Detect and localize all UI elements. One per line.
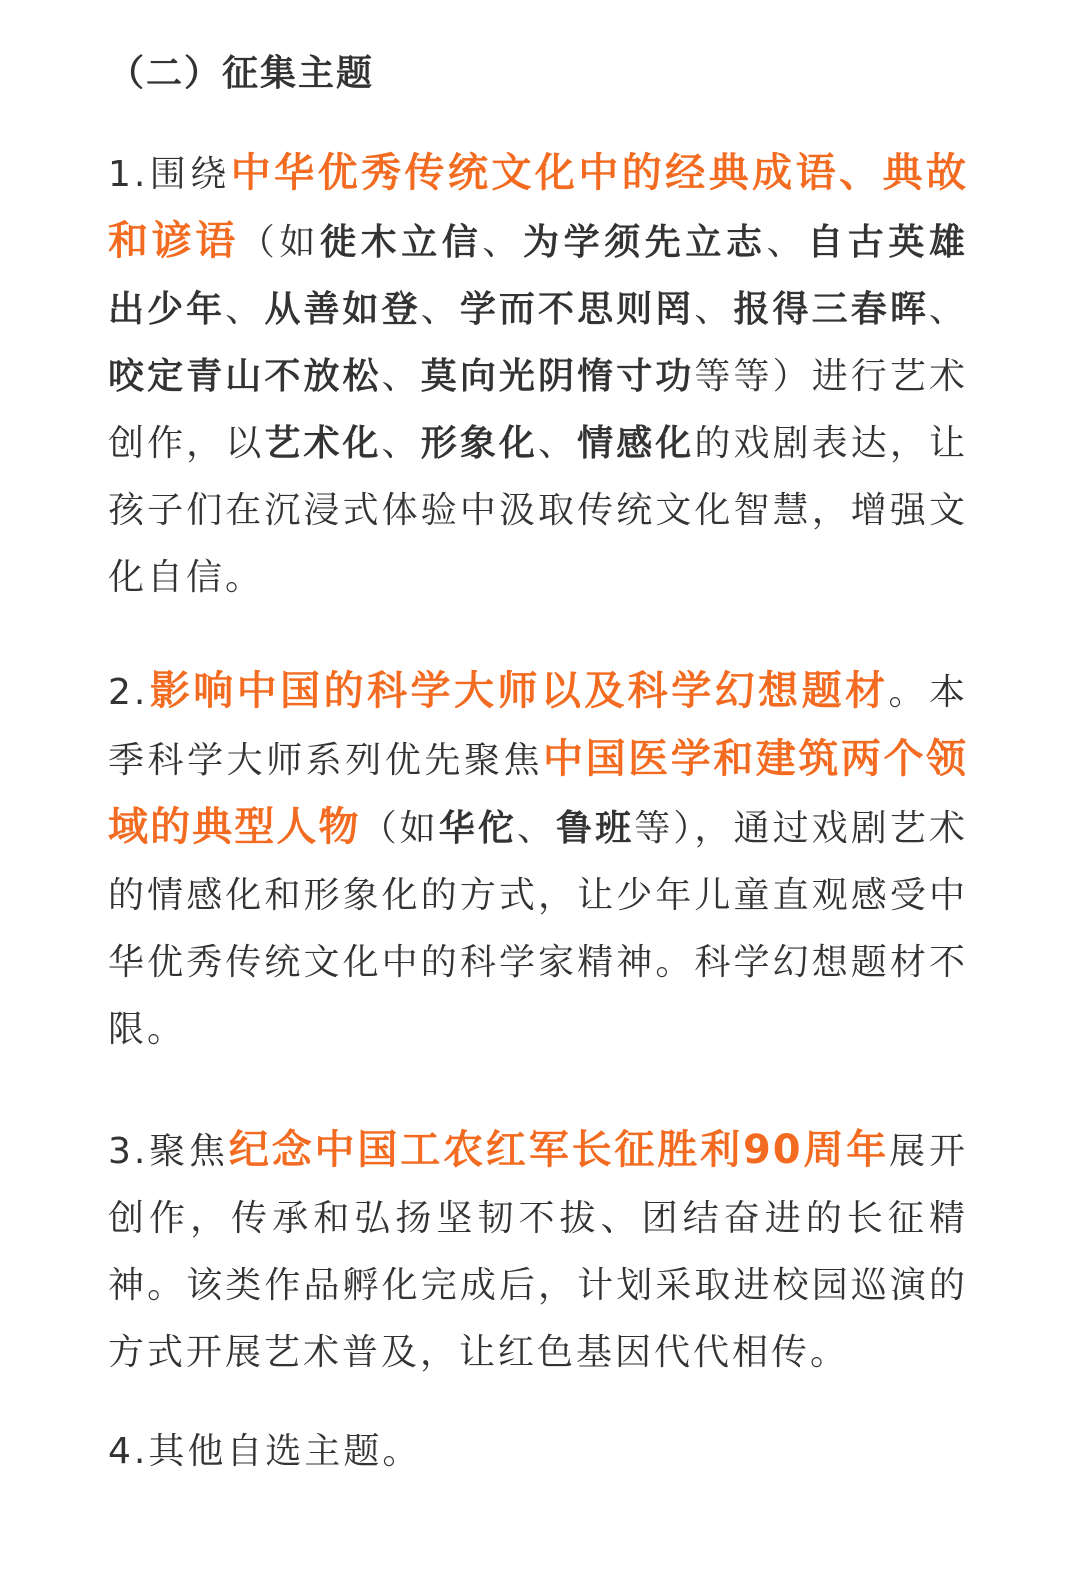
item1-example: 徙木立信 <box>320 222 483 263</box>
item1-separator: 、 <box>225 289 265 330</box>
theme-item-3 <box>108 1117 968 1386</box>
item1-bold-term: 情感化 <box>577 423 695 464</box>
section-heading: （二）征集主题 <box>108 53 375 94</box>
item2-bold-name: 华佗 <box>438 808 517 849</box>
theme-item-4 <box>108 1418 968 1485</box>
item4-text: 4.其他自选主题。 <box>108 1431 422 1472</box>
item2-after: 。本季科学大师系列优先聚焦 <box>108 672 968 781</box>
item2-highlight-2: 中国医学和建筑两个领域的典型人物 <box>108 736 968 850</box>
item2-bold-name: 鲁班 <box>556 808 635 849</box>
item1-example: 为学须先立志 <box>523 222 767 263</box>
item1-highlight: 中华优秀传统文化中的经典成语、典故和谚语 <box>108 150 968 264</box>
item1-example: 莫向光阴惰寸功 <box>420 356 695 397</box>
item2-separator: 、 <box>516 808 557 849</box>
item1-example: 报得三春晖 <box>733 289 929 330</box>
item1-separator: 、 <box>381 423 421 464</box>
item1-separator: 、 <box>694 289 734 330</box>
item1-separator: 、 <box>420 289 460 330</box>
item1-example: 咬定青山不放松 <box>108 356 382 397</box>
item1-separator: 、 <box>766 222 808 263</box>
item1-separator: 、 <box>482 222 523 263</box>
item1-mid: 进行艺术创作，以 <box>108 356 968 464</box>
theme-item-1 <box>108 140 968 611</box>
item2-highlight-1: 影响中国的科学大师以及科学幻想题材 <box>148 668 889 714</box>
item1-bold-term: 形象化 <box>420 423 539 464</box>
item1-close: 等等） <box>694 356 812 397</box>
item1-example: 自古英雄出少年 <box>108 222 968 330</box>
item3-tail: 展开创作，传承和弘扬坚韧不拔、团结奋进的长征精神。该类作品孵化完成后，计划采取进校园巡演的方式开展艺术普及，让红色基因代代相传。 <box>108 1131 968 1373</box>
item3-prefix: 3.聚焦 <box>108 1131 229 1172</box>
item1-example: 从善如登 <box>264 289 421 330</box>
item2-prefix: 2. <box>108 672 149 713</box>
item1-separator: 、 <box>538 423 578 464</box>
item3-highlight: 纪念中国工农红军长征胜利90周年 <box>228 1127 890 1173</box>
item2-tail: 等），通过戏剧艺术的情感化和形象化的方式，让少年儿童直观感受中华优秀传统文化中的科学家精神。科学幻想题材不限。 <box>108 808 968 1050</box>
item1-separator: 、 <box>381 356 421 397</box>
item1-bold-term: 艺术化 <box>264 423 382 464</box>
item1-tail: 的戏剧表达，让孩子们在沉浸式体验中汲取传统文化智慧，增强文化自信。 <box>108 423 968 598</box>
theme-item-2 <box>108 658 968 1063</box>
item1-example: 学而不思则罔 <box>459 289 695 330</box>
item1-separator: 、 <box>928 289 968 330</box>
item2-open: （如 <box>360 808 439 849</box>
item1-prefix: 1.围绕 <box>108 154 231 195</box>
item1-open: （如 <box>238 222 320 263</box>
